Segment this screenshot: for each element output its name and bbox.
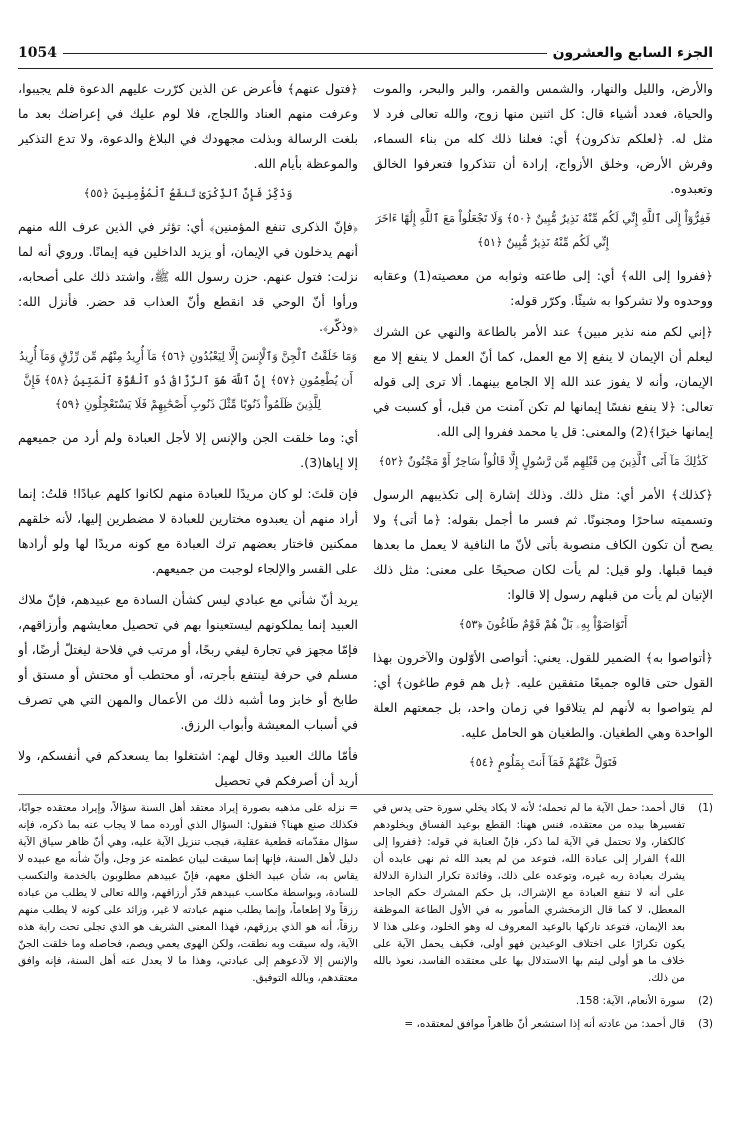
footnote-continuation	[18, 800, 358, 987]
footnotes-left	[18, 800, 358, 1120]
footnote-number: (3)	[698, 1018, 713, 1030]
footnote-text: = نزله على مذهبه بصورة إيراد معتقد أهل السنة سؤالاً، وإيراد معتقده جوابًا، فكذلك صنع ههنا؟ فنقول: السؤال الذي أورده مما لا يجاب عنه بما ذكره، فإنه سؤال مقدّماته قطعية عقلية، فيجب تنزيل الآية عليه، وهي أنّ ظاهر سياق الآية دليل لأهل السنة، فإنها إنما سيقت لبيان عظمته عز وجل، وأنّ شأنه مع عبيده لا يقاس به، شأن عبيد الخلق معهم، فإنّ عبيدهم مطلوبون بالخدمة والتكسب للسادة، وبواسطة مكاسب عبيدهم قدّر أرزاقهم، والله تعالى لا يطلب من عباده رزقاً ولا إطعاماً، وإنما يطلب منهم عبادته لا غير، وزائد على كونه لا يطلب منهم رزقاً، أنه هو الذي يرزقهم، فهذا المعنى الشريف هو الذي تجلى تحت راية هذه الآية، وله سيقت وبه نطقت، ولكن الهوى يعمي ويصم، فحاصله وما خلقت الجنّ والإنس إلا لآدعوهم إلى عبادتي، وهذا ما لا يعدل عنه أهل السنة، فإنه وافق معتقدهم، وبالله التوفيق.	[18, 802, 358, 984]
footnote	[373, 993, 713, 1010]
quran-verse: أَتَوَاصَوْاْ بِهِۦ بَلْ هُمْ قَوْمٌ طَاغُونَ ﴿٥٣﴾	[458, 618, 628, 631]
footnote-separator	[18, 794, 713, 795]
quran-verse: كَذَٰلِكَ مَآ أَتَى ٱلَّذِينَ مِن قَبْلِهِم مِّن رَّسُولٍ إِلَّا قَالُواْ سَاحِرٌ أَوْ مَجْنُونٌ ﴿٥٢﴾	[378, 455, 708, 468]
footnote-number: (1)	[698, 802, 713, 814]
paragraph: يريد أنّ شأني مع عبادي ليس كشأن السادة مع عبيدهم، فإنّ ملاك العبيد إنما يملكونهم ليستعينوا بهم في تحصيل معايشهم وأرزاقهم، فإمّا مجهز في تجارة ليفي ربحًا، أو مرتب في فلاحة ليغتلّ أرضًا، أو مسلم في حرفة لينتفع بأجرته، أو محتطب أو محتش أو مستق أو طابخ أو خابز وما أشبه ذلك من الأعمال والمهن التي هي تصرف في أسباب المعيشة وأبواب الرزق.	[18, 592, 358, 732]
footnotes-right	[373, 800, 713, 1120]
header-rule	[63, 53, 547, 54]
quran-verse: وَذَكِّرْ فَإِنَّ ٱلذِّكْرَىٰ تَنفَعُ ٱلْمُؤْمِنِينَ ﴿٥٥﴾	[83, 187, 293, 200]
paragraph: ﴿إني لكم منه نذير مبين﴾ عند الأمر بالطاعة والنهي عن الشرك ليعلم أن الإيمان لا ينفع إلا مع العمل، كما أنّ العمل لا ينفع إلا مع الإيمان، وأنه لا يفوز عند الله إلا الجامع بينهما. ألا ترى إلى قوله تعالى: ﴿لا ينفع نفسًا إيمانها لم تكن آمنت من قبل، أو كسبت في إيمانها خيرًا﴾(2) والمعنى: قل يا محمد ففروا إلى الله.	[373, 324, 713, 439]
header-underline	[18, 68, 713, 69]
paragraph: أي: وما خلقت الجن والإنس إلا لأجل العبادة ولم أرد من جميعهم إلا إياها(3).	[18, 430, 358, 470]
footnote-text: قال أحمد: حمل الآية ما لم تحمله؛ لأنه لا يكاد يخلي سورة حتى يدس في تفسيرها بيده من معتقده، فنس ههنا: القطع بوعيد الفساق وبخلودهم كالكفار، ولا تحتمل في الآية لما ذكر، فإنّ العناية في قوله: ﴿ففروا إلى الله﴾ الفرار إلى عبادة الله، فتوعد من لم يعبد الله ثم نهى عابده أن يشرك بعبادة ربه غيره، وتوعده على ذلك، وفائدة تكرار النذارة الدلالة على أنه لا تنفع العبادة مع الإشراك، بل حكم المشرك حكم الجاحد المعطل، لا كما قال الزمخشري المأمور به في الأول الطاعة الموظفة بعد الإيمان، فتوعد تاركها بالوعيد المعروف له وهو الخلود، وعلى هذا لا يكون تكرارًا على اختلاف الوعيدين فهو أولى، فكيف يحمل الآية على خلاف ما هو أولى ليتم بها الاستدلال بها على معتقده الفاسد، نعوذ بالله من ذلك.	[373, 802, 685, 984]
paragraph: ﴿فتول عنهم﴾ فأعرض عن الذين كرّرت عليهم الدعوة فلم يجيبوا، وعرفت منهم العناد واللجاج، فلا لوم عليك في إعراضك بعد ما بلغت الرسالة وبذلت مجهودك في البلاغ والدعوة، ولا تدع التذكير والموعظة بأيام الله.	[18, 81, 358, 171]
paragraph: ﴿فإنّ الذكرى تنفع المؤمنين﴾ أي: تؤثر في الذين عرف الله منهم أنهم يدخلون في الإيمان، أو يزيد الداخلين فيه إيمانًا. وروي أنه لما نزلت: فتول عنهم. حزن رسول الله ﷺ، واشتد ذلك على أصحابه، ورأوا أنّ الوحي قد انقطع وأنّ العذاب قد حضر. فأنزل الله: ﴿وذكّر﴾.	[18, 219, 358, 334]
footnote-text: سورة الأنعام، الآية: 158.	[575, 995, 685, 1007]
paragraph: فإن قلتَ: لو كان مريدًا للعبادة منهم لكانوا كلهم عبادًا! قلتُ: إنما أراد منهم أن يعبدوه مختارين للعبادة لا مضطرين إليها، لأنه خلقهم ممكنين فاختار بعضهم ترك العبادة مع كونه مريدًا لها ولو أرادها على القسر والإلجاء لوجبت من جميعهم.	[18, 486, 358, 576]
paragraph: ﴿كذلك﴾ الأمر أي: مثل ذلك. وذلك إشارة إلى تكذيبهم الرسول وتسميته ساحرًا ومجنونًا. ثم فسر ما أجمل بقوله: ﴿ما أتى﴾ ولا يصح أن تكون الكاف منصوبة بأتى لأنّ ما النافية لا يعمل ما بعدها فيما قبلها. ولو قيل: لم يأت لكان صحيحًا على معنى: مثل ذلك الإتيان لم يأت من قبلهم رسول إلا قالوا:	[373, 487, 713, 602]
left-text-column	[18, 76, 358, 788]
paragraph: ﴿أتواصوا به﴾ الضمير للقول. يعني: أتواصى الأوّلون والآخرون بهذا القول حتى قالوه جميعًا متفقين عليه. ﴿بل هم قوم طاغون﴾ أي: لم يتواصوا به لأنهم لم يتلاقوا في زمان واحد، بل جمعتهم العلة الواحدة وهي الطغيان. والطغيان هو الحامل عليه.	[373, 650, 713, 740]
footnote-number: (2)	[698, 995, 713, 1007]
page-number: 1054	[18, 45, 57, 61]
footnote	[373, 800, 713, 987]
quran-verse: فَتَوَلَّ عَنْهُمْ فَمَآ أَنتَ بِمَلُومٍ ﴿٥٤﴾	[468, 756, 618, 769]
footnote-text: قال أحمد: من عادته أنه إذا استشعر أنّ ظاهراً موافق لمعتقده، =	[404, 1018, 685, 1030]
quran-verse: وَمَا خَلَقْتُ ٱلْجِنَّ وَٱلْإِنسَ إِلَّا لِيَعْبُدُونِ ﴿٥٦﴾ مَآ أُرِيدُ مِنْهُم مِّن رِّزْقٍ وَمَآ أُرِيدُ أَن يُطْعِمُونِ ﴿٥٧﴾ إِنَّ ٱللَّهَ هُوَ ٱلرَّزَّاقُ ذُو ٱلْقُوَّةِ ٱلْمَتِينُ ﴿٥٨﴾ فَإِنَّ لِلَّذِينَ ظَلَمُواْ ذَنُوبًا مِّثْلَ ذَنُوبِ أَصْحَٰبِهِمْ فَلَا يَسْتَعْجِلُونِ ﴿٥٩﴾	[19, 350, 357, 411]
quran-verse: فَفِرُّوٓاْ إِلَى ٱللَّهِ إِنِّي لَكُم مِّنْهُ نَذِيرٌ مُّبِينٌ ﴿٥٠﴾ وَلَا تَجْعَلُواْ مَعَ ٱللَّهِ إِلَٰهًا ءَاخَرَ إِنِّي لَكُم مِّنْهُ نَذِيرٌ مُّبِينٌ ﴿٥١﴾	[375, 212, 711, 249]
page-header	[18, 40, 713, 66]
right-text-column	[373, 76, 713, 788]
footnote	[373, 1016, 713, 1033]
paragraph: فأمّا مالك العبيد وقال لهم: اشتغلوا بما يسعدكم في أنفسكم، ولا أريد أن أصرفكم في تحصيل	[18, 748, 358, 788]
paragraph: والأرض، والليل والنهار، والشمس والقمر، والبر والبحر، والموت والحياة، فعدد أشياء قال: كل اثنين منها زوج، والله تعالى فرد لا مثل له. ﴿لعلكم تذكرون﴾ أي: فعلنا ذلك كله من بناء السماء، وفرش الأرض، وخلق الأزواج، إرادة أن تتذكروا فتعرفوا الخالق وتعبدوه.	[373, 81, 713, 196]
paragraph: ﴿ففروا إلى الله﴾ أي: إلى طاعته وثوابه من معصيته(1) وعقابه ووحدوه ولا تشركوا به شيئًا. وكرّر قوله:	[373, 268, 713, 308]
part-title: الجزء السابع والعشرون	[552, 45, 713, 61]
